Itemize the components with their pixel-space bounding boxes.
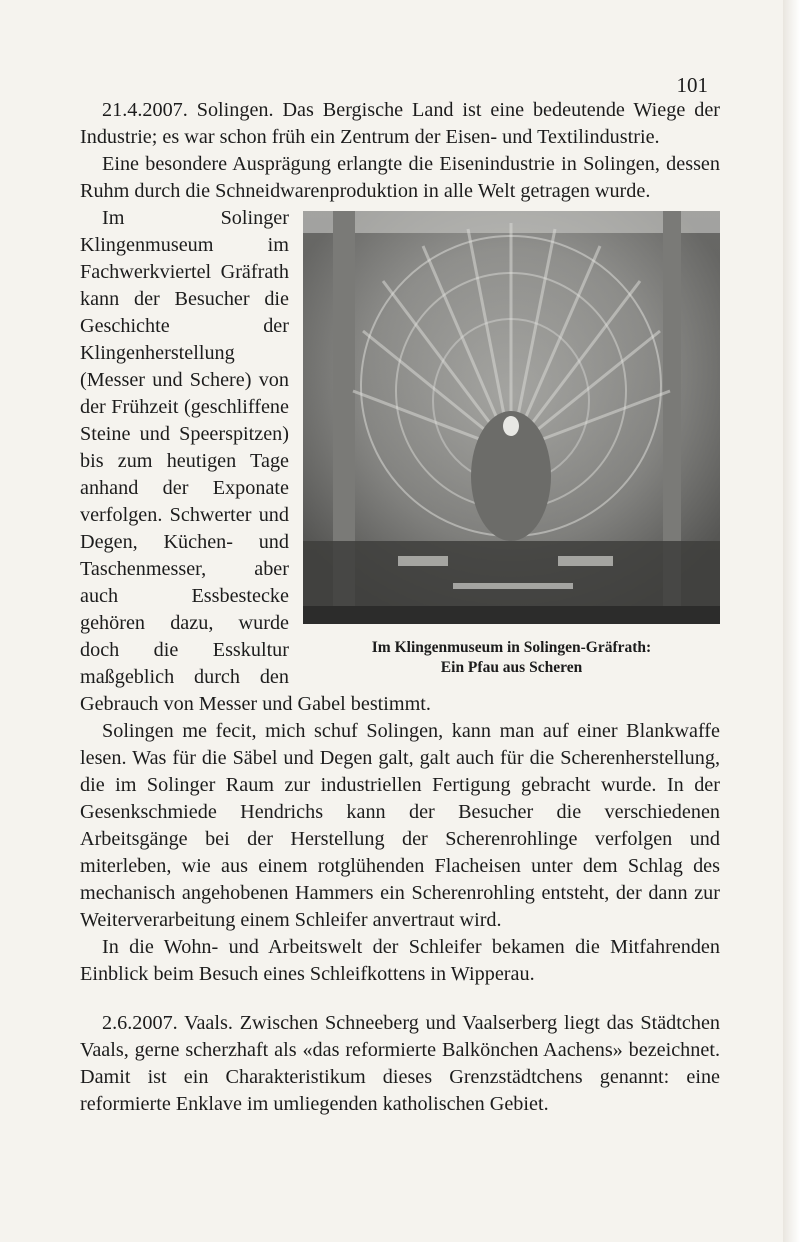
paragraph-schleifer: In die Wohn- und Arbeitswelt der Schleifer bekamen die Mitfahrenden Einblick beim Besuch eines Schleifkottens in Wipperau.	[80, 936, 720, 985]
paragraph-klingenmuseum: Im Solinger Klingenmuseum im Fachwerkviertel Gräfrath kann der Besucher die Geschichte der Klingenherstellung (Messer und Schere) von der Frühzeit (geschliffene Steine und Speerspitzen) bis zum heutigen Tage anhand der Exponate verfolgen. Schwerter und Degen, Küchen- und Taschenmesser, aber auch Essbestecke gehören dazu, wurde doch die Esskultur maßgeblich durch den Gebrauch von Messer und Gabel bestimmt.	[80, 207, 431, 715]
page-number: 101	[676, 73, 708, 97]
text-column	[80, 97, 720, 1118]
paragraph-solingen-intro: 21.4.2007. Solingen. Das Bergische Land ist eine bedeutende Wiege der Industrie; es war schon früh ein Zentrum der Eisen- und Textilindustrie.	[80, 99, 720, 148]
peacock-photo	[303, 211, 720, 624]
caption-line-2: Ein Pfau aus Scheren	[440, 659, 583, 676]
page-edge	[783, 0, 800, 1242]
paragraph-vaals: 2.6.2007. Vaals. Zwischen Schneeberg und Vaalserberg liegt das Städtchen Vaals, gerne scherzhaft als «das reformierte Balkönchen Aachens» bezeichnet. Damit ist ein Charakteristikum dieses Grenzstädtchens genannt: eine reformierte Enklave im umliegenden katholischen Gebiet.	[80, 1012, 720, 1115]
figure-peacock	[303, 211, 720, 678]
paragraph-gap	[80, 988, 720, 1010]
caption-line-1: Im Klingenmuseum in Solingen-Gräfrath:	[371, 639, 652, 656]
paragraph-me-fecit: Solingen me fecit, mich schuf Solingen, kann man auf einer Blankwaffe lesen. Was für die Säbel und Degen galt, galt auch für die Scherenherstellung, die im Solinger Raum zur industriellen Fertigung gebracht wurde. In der Gesenkschmiede Hendrichs kann der Besucher die verschiedenen Arbeitsgänge bei der Herstellung der Scherenrohlinge verfolgen und miterleben, wie aus einem rotglühenden Flacheisen unter dem Schlag des mechanisch angehobenen Hammers ein Scherenrohling entsteht, der dann zur Weiterverarbeitung einem Schleifer anvertraut wird.	[80, 720, 720, 931]
figure-caption	[303, 638, 720, 678]
paragraph-eisenindustrie: Eine besondere Ausprägung erlangte die Eisenindustrie in Solingen, dessen Ruhm durch die Schneidwarenproduktion in alle Welt getragen wurde.	[80, 153, 720, 202]
